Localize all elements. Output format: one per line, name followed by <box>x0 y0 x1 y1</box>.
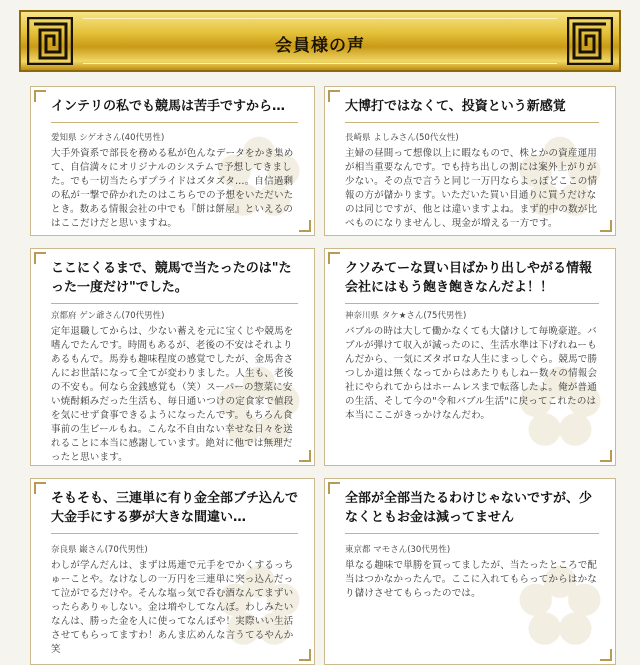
testimonial-body: わしが学んだんは、まずは馬連で元手をでかくするっちゅーことや。なけなしの一万円を三連単に突っ込んだって泣がでるだけや。そんな塩っ気で呑む酒なんてまずいったらありゃしない。金は増やしてなんぼ。わしみたいなんは、勝った金を人に使ってなんぼや！実際いい生活させてもらってますわ！あんま広めんな言うてるやんか笑 <box>51 560 294 655</box>
testimonial-author: 愛知県 シゲオさん(40代男性) <box>51 133 165 143</box>
testimonial-title: 全部が全部当たるわけじゃないですが、少なくともお金は減ってません <box>345 489 599 534</box>
testimonial-card <box>30 478 315 665</box>
testimonial-author: 東京都 マモさん(30代男性) <box>345 545 451 555</box>
testimonial-card <box>30 86 315 236</box>
testimonial-card <box>324 86 616 236</box>
testimonial-title: クソみてーな買い目ばかり出しやがる情報会社にはもう飽き飽きなんだよ！！ <box>345 259 599 304</box>
testimonial-card <box>30 248 315 466</box>
testimonial-card <box>324 248 616 466</box>
greek-key-ornament-icon <box>567 17 613 65</box>
testimonial-body: バブルの時は大して働かなくても大儲けして毎晩豪遊。バブルが弾けて収入が減ったのに、生活水準は下げれねーもんだから、一気にズタボロな人生にまっしぐら。競馬で勝つしか道は無くなってからはあたりもしねー数々の情報会社にやられてからはホームレスまで転落したよ。俺が普通の生活、そして今の"令和バブル生活"に戻ってこれたのは本当にここがきっかけなんだわ。 <box>345 326 598 421</box>
testimonial-author: 長崎県 よしみさん(50代女性) <box>345 133 459 143</box>
testimonial-title: 大博打ではなくて、投資という新感覚 <box>345 97 599 123</box>
testimonial-body: 主婦の昼間って想像以上に暇なもので、株とかの資産運用が相当重要なんです。でも持ち出しの割には案外上がりが少ない。その点で言うと同じ一万円ならよっぽどここの情報の方が儲かります。いただいた買い目通りに買うだけなのは同じですが、他とは違いますよね。まず的中の数が比べものになりませんし、現金が増える一方です。 <box>345 148 598 229</box>
testimonial-title: インテリの私でも競馬は苦手ですから… <box>51 97 298 123</box>
section-header-banner <box>19 10 621 72</box>
testimonial-author: 奈良県 巌さん(70代男性) <box>51 545 148 555</box>
testimonial-title: そもそも、三連単に有り金全部ブチ込んで大金手にする夢が大きな間違い… <box>51 489 298 534</box>
testimonial-author: 京都府 ゲン爺さん(70代男性) <box>51 311 165 321</box>
testimonial-card <box>324 478 616 665</box>
testimonial-body: 定年退職してからは、少ない蓄えを元に宝くじや競馬を嗜んでたんです。時間もあるが、老後の不安はそれよりあるもんで。馬券も趣味程度の感覚でしたが、金馬舎さんにお世話になって全てが変わりました。人生も、老後の不安も。何なら金銭感覚も（笑）スーパーの惣菜に安い焼酎頼みだった生活も、毎日通いつけの定食家で値段を気にせず食事できるようになったんです。もちろん食事前の生ビールもね。こんな不自由ない幸せな日々を送れることに本当に感謝しています。絶対に他では無理だったと思います。 <box>51 326 294 463</box>
testimonial-body: 単なる趣味で単勝を買ってましたが、当たったところで配当はつかなかったんで。ここに入れてもらってからはかなり儲けさせてもらったのでは。 <box>345 560 598 599</box>
testimonial-title: ここにくるまで、競馬で当たったのは"たった一度だけ"でした。 <box>51 259 298 304</box>
section-title: 会員様の声 <box>275 36 365 56</box>
testimonial-body: 大手外資系で部長を務める私が色んなデータをかき集めて、自信満々にオリジナルのシステムで予想してきました。でも一切当たらずプライドはズタズタ…。自信過剰の私が一撃で砕かれたのはこちらでの予想をいただいたとき。数ある情報会社の中でも『餅は餅屋』といえるのはここだけだと思いますね。 <box>51 148 294 229</box>
testimonial-author: 神奈川県 タケ★さん(75代男性) <box>345 311 467 321</box>
